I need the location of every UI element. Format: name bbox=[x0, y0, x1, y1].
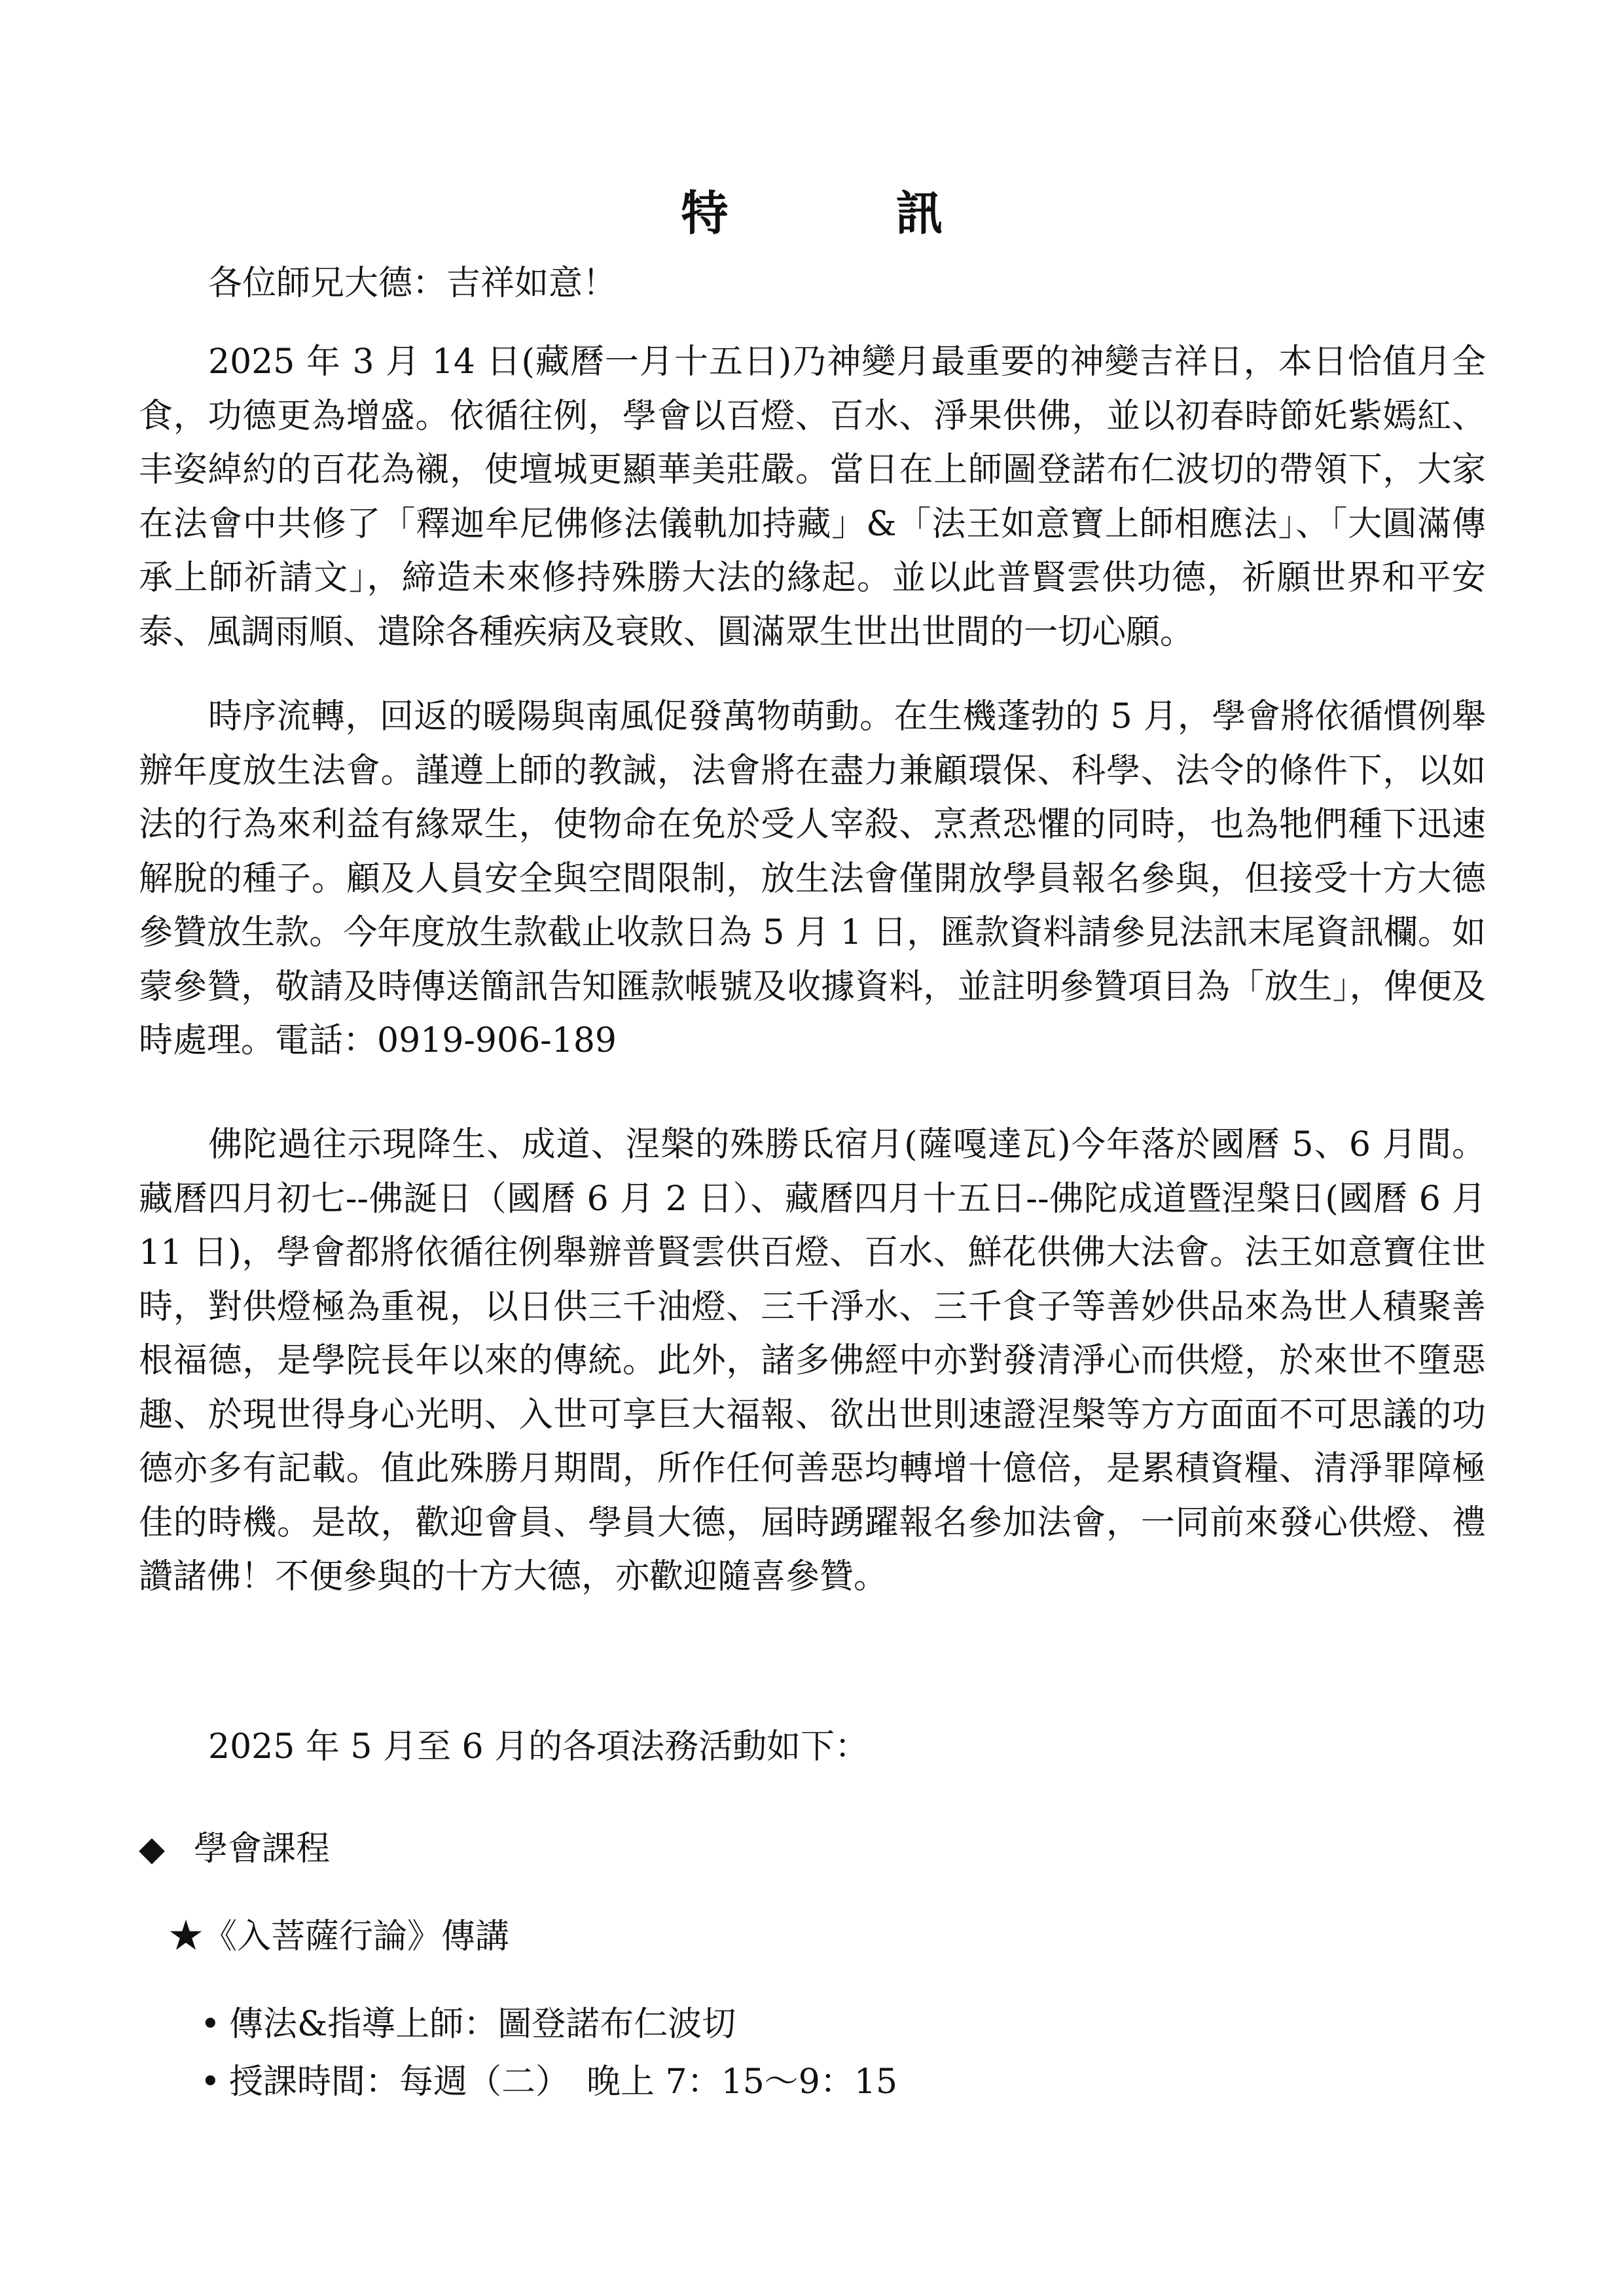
paragraph-life-release: 時序流轉，回返的暖陽與南風促發萬物萌動。在生機蓬勃的 5 月，學會將依循慣例舉辦年度放生法會。謹遵上師的教誡，法會將在盡力兼顧環保、科學、法令的條件下，以如法的行為來利益有緣眾生，使物命在免於受人宰殺、烹煮恐懼的同時，也為牠們種下迅速解脫的種子。顧及人員安全與空間限制，放生法會僅開放學員報名參與，但接受十方大德參贊放生款。今年度放生款截止收款日為 5 月 1 日，匯款資料請參見法訊末尾資訊欄。如蒙參贊，敬請及時傳送簡訊告知匯款帳號及收據資料，並註明參贊項目為「放生」，俾便及時處理。電話：0919-906-189 bbox=[139, 697, 1486, 1060]
course-title-label: 《入菩薩行論》傳講 bbox=[203, 1917, 510, 1956]
course-title bbox=[169, 1914, 509, 1960]
star-bullet-icon: ★ bbox=[169, 1917, 204, 1956]
list-item-text: 授課時間：每週（二） 晚上 7：15～9：15 bbox=[229, 2062, 898, 2102]
paragraph-full-moon-offering: 2025 年 3 月 14 日(藏曆一月十五日)乃神變月最重要的神變吉祥日，本日恰值月全食，功德更為增盛。依循往例，學會以百燈、百水、淨果供佛，並以初春時節奼紫嫣紅、丰姿綽約的百花為襯，使壇城更顯華美莊嚴。當日在上師圖登諾布仁波切的帶領下，大家在法會中共修了「釋迦牟尼佛修法儀軌加持藏」&「法王如意寶上師相應法」、「大圓滿傳承上師祈請文」，締造未來修持殊勝大法的緣起。並以此普賢雲供功德，祈願世界和平安泰、風調雨順、遣除各種疾病及衰敗、圓滿眾生世出世間的一切心願。 bbox=[139, 342, 1486, 652]
diamond-bullet-icon: ◆ bbox=[139, 1829, 165, 1869]
activities-intro: 2025 年 5 月至 6 月的各項法務活動如下： bbox=[208, 1727, 869, 1767]
section-heading-label: 學會課程 bbox=[194, 1829, 331, 1869]
list-item bbox=[200, 2059, 897, 2105]
page-title: 特 訊 bbox=[681, 185, 1003, 241]
dot-bullet-icon: • bbox=[200, 2062, 221, 2102]
greeting: 各位師兄大德：吉祥如意！ bbox=[208, 264, 617, 303]
dot-bullet-icon: • bbox=[200, 2005, 221, 2044]
paragraph-saga-dawa: 佛陀過往示現降生、成道、涅槃的殊勝氐宿月(薩嘎達瓦)今年落於國曆 5、6 月間。藏曆四月初七--佛誕日（國曆 6 月 2 日）、藏曆四月十五日--佛陀成道暨涅槃日(國曆 6 月 11 日)，學會都將依循往例舉辦普賢雲供百燈、百水、鮮花供佛大法會。法王如意寶住世時，對供燈極為重視，以日供三千油燈、三千淨水、三千食子等善妙供品來為世人積聚善根福德，是學院長年以來的傳統。此外，諸多佛經中亦對發清淨心而供燈，於來世不墮惡趣、於現世得身心光明、入世可享巨大福報、欲出世則速證涅槃等方方面面不可思議的功德亦多有記載。值此殊勝月期間，所作任何善惡均轉增十億倍，是累積資糧、清淨罪障極佳的時機。是故，歡迎會員、學員大德，屆時踴躍報名參加法會，一同前來發心供燈、禮讚諸佛！不便參與的十方大德，亦歡迎隨喜參贊。 bbox=[139, 1125, 1486, 1596]
list-item-text: 傳法&指導上師：圖登諾布仁波切 bbox=[229, 2005, 736, 2044]
section-heading bbox=[139, 1826, 330, 1872]
list-item bbox=[200, 2001, 736, 2047]
